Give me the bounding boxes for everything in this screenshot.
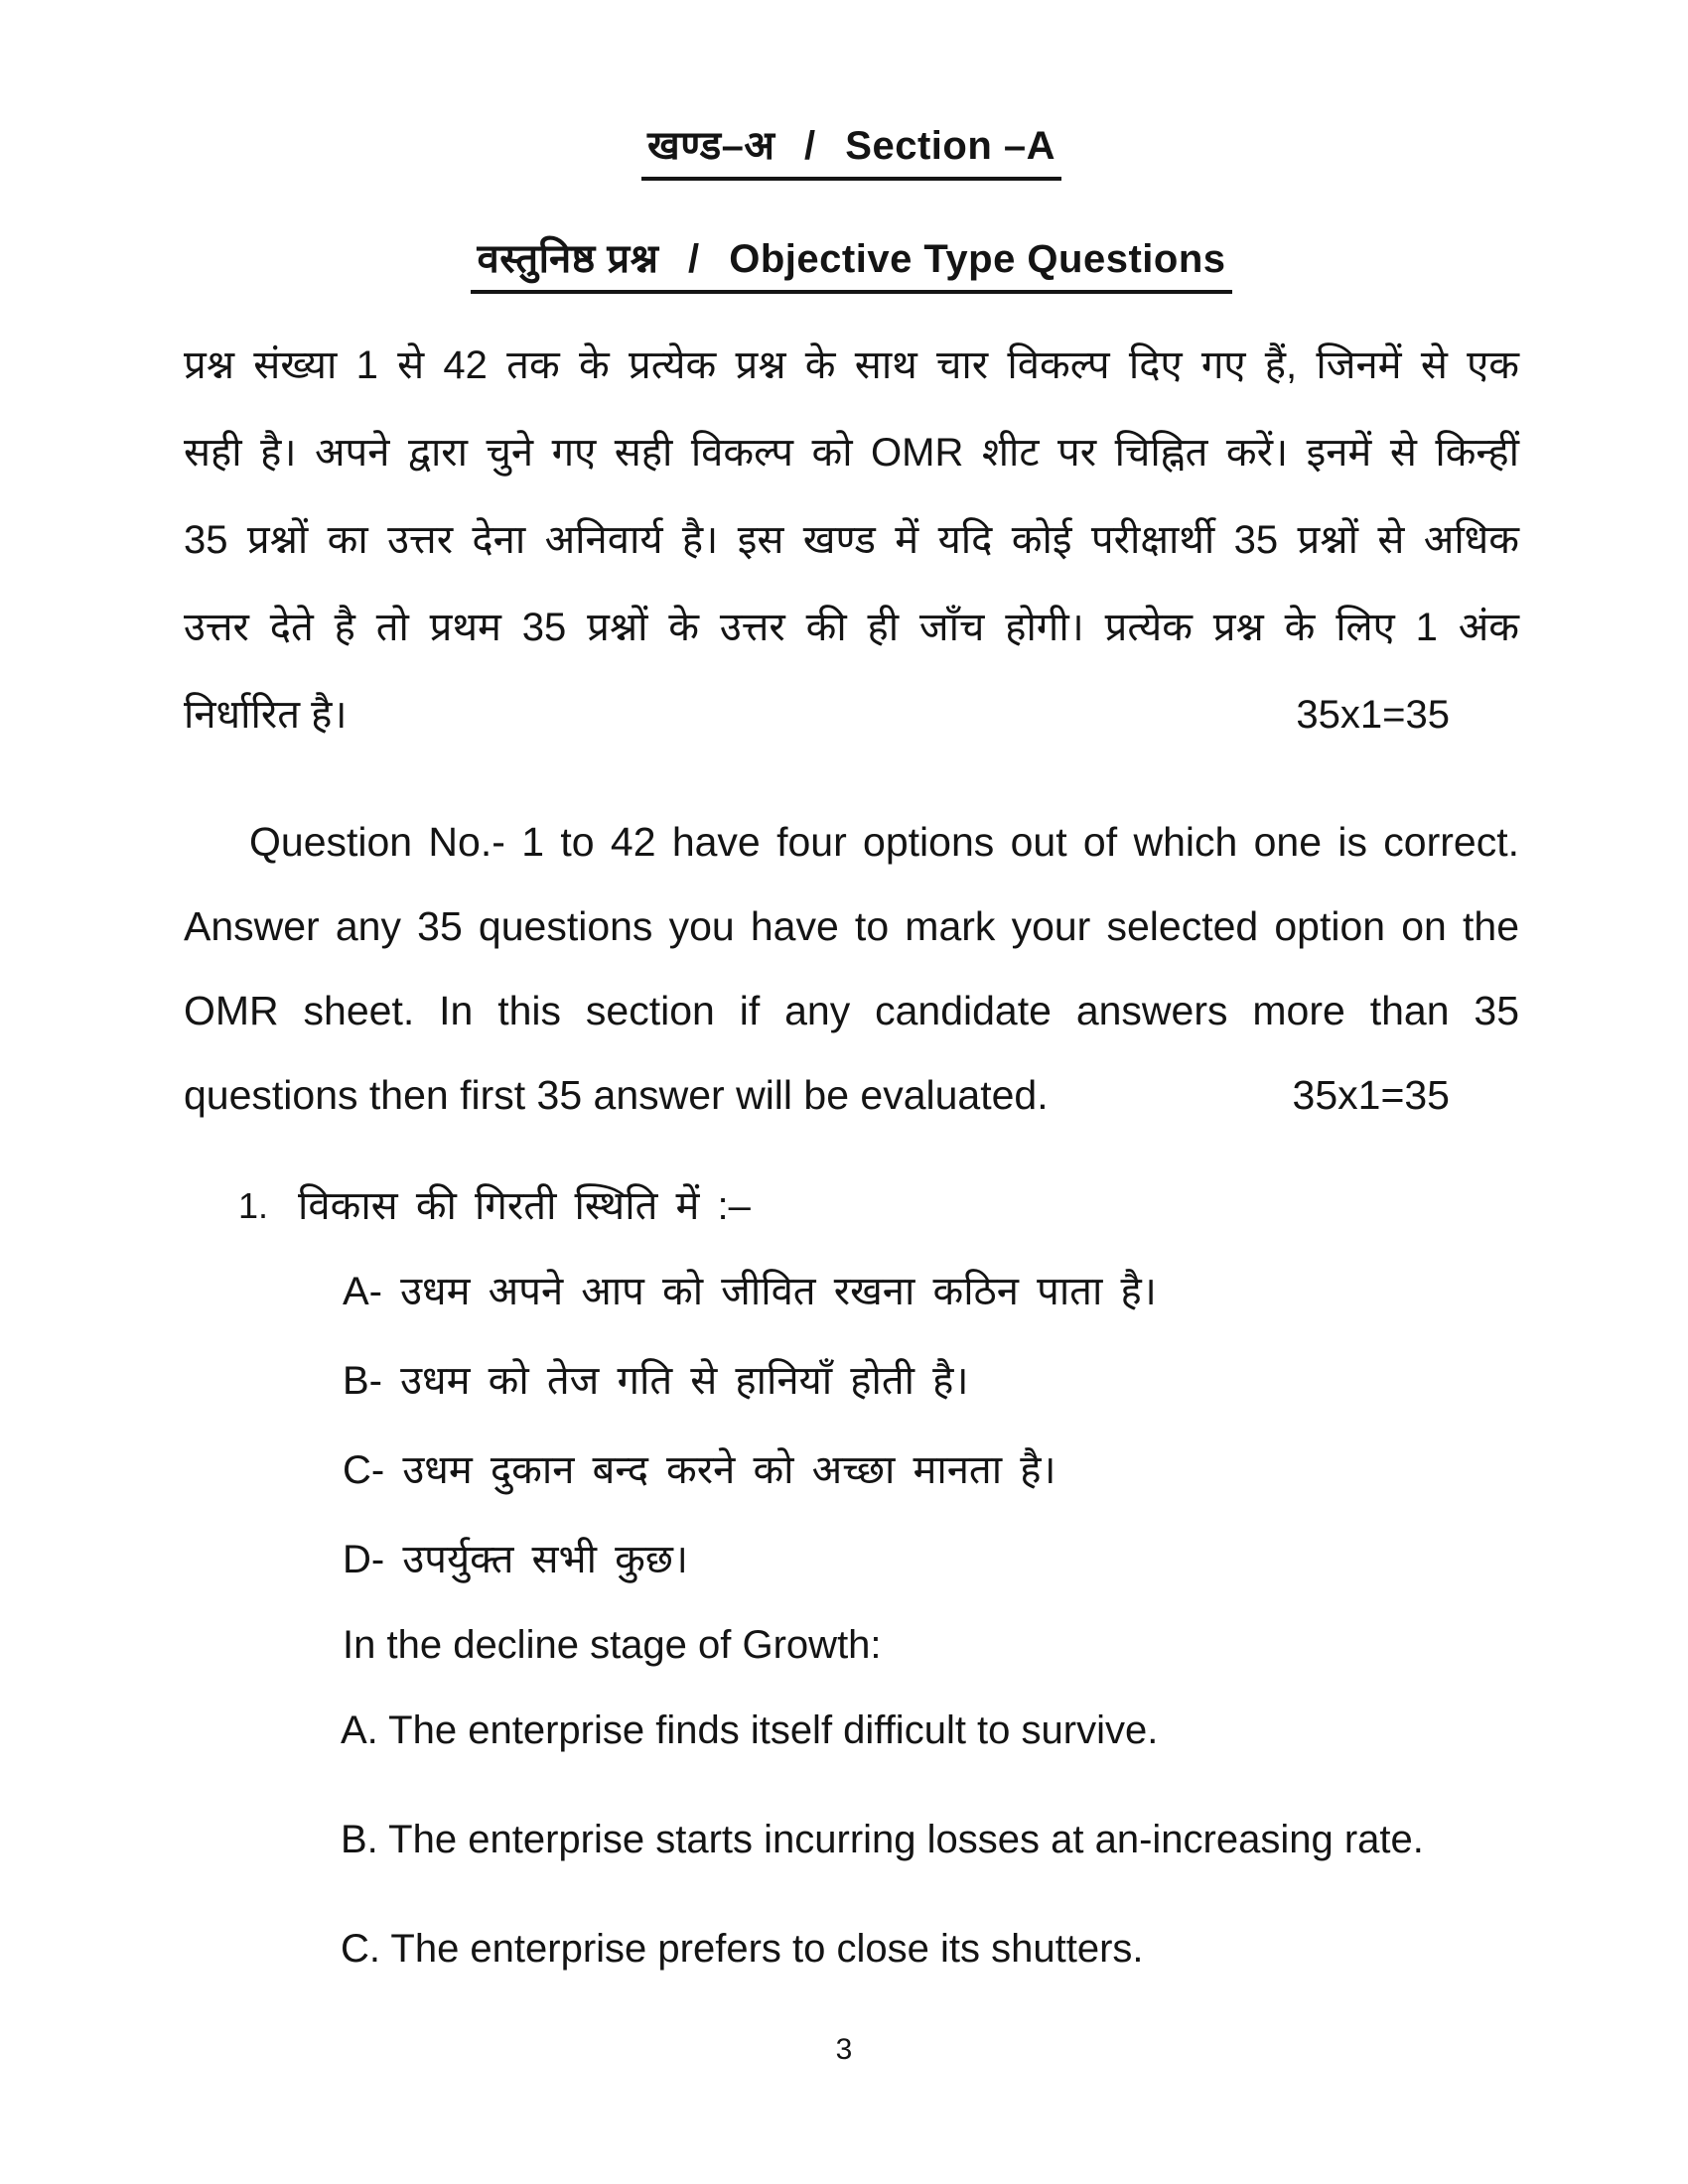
english-instructions-paragraph (184, 800, 1519, 1138)
option-hindi-b: B- उधम को तेज गति से हानियाँ होती है। (343, 1359, 969, 1403)
instruction-last-line (184, 671, 1519, 758)
option-english-c: C. The enterprise prefers to close its shutters. (341, 1927, 1144, 1971)
instruction-line: उत्तर देते है तो प्रथम 35 प्रश्नों के उत्तर की ही जाँच होगी। प्रत्येक प्रश्न के लिए 1 अंक (184, 606, 1519, 649)
subsection-title (471, 236, 1231, 294)
option-hindi-c: C- उधम दुकान बन्द करने को अच्छा मानता है। (343, 1448, 1056, 1492)
section-title-hindi: खण्ड–अ (646, 124, 775, 168)
section-title-separator: / (804, 124, 816, 168)
subsection-title-separator: / (687, 237, 700, 281)
instruction-line: Question No.- 1 to 42 have four options out of which one is correct. (249, 819, 1519, 865)
question-text-english: In the decline stage of Growth: (343, 1623, 882, 1667)
question-1-hindi-options (343, 1269, 1519, 1582)
marks-value: 35x1=35 (1292, 1072, 1450, 1118)
question-1-english-options (341, 1707, 1519, 1972)
question-1 (184, 1183, 1519, 1972)
instruction-line: Answer any 35 questions you have to mark your selected option on the (184, 903, 1519, 949)
page-number: 3 (835, 2033, 853, 2066)
instruction-line-text: निर्धारित है। (184, 693, 348, 737)
subsection-title-hindi: वस्तुनिष्ठ प्रश्न (477, 237, 659, 281)
section-header (184, 0, 1519, 181)
instruction-line: 35 प्रश्नों का उत्तर देना अनिवार्य है। इस खण्ड में यदि कोई परीक्षार्थी 35 प्रश्नों से अधिक (184, 518, 1519, 562)
section-title (641, 123, 1061, 181)
subsection-title-english: Objective Type Questions (729, 237, 1226, 281)
subsection-header (184, 236, 1519, 294)
option-hindi-d: D- उपर्युक्त सभी कुछ। (343, 1538, 689, 1581)
section-title-english: Section –A (845, 124, 1056, 168)
instruction-line: सही है। अपने द्वारा चुने गए सही विकल्प को OMR शीट पर चिह्नित करें। इनमें से किन्हीं (184, 431, 1519, 475)
question-number: 1. (238, 1185, 269, 1226)
option-english-a: A. The enterprise finds itself difficult to survive. (341, 1708, 1159, 1752)
instruction-line: प्रश्न संख्या 1 से 42 तक के प्रत्येक प्रश्न के साथ चार विकल्प दिए गए हैं, जिनमें से एक (184, 343, 1519, 387)
hindi-instructions-paragraph (184, 322, 1519, 758)
question-text-hindi: विकास की गिरती स्थिति में :– (298, 1184, 751, 1228)
option-hindi-a: A- उधम अपने आप को जीवित रखना कठिन पाता है। (343, 1270, 1157, 1313)
instruction-line: OMR sheet. In this section if any candidate answers more than 35 (184, 988, 1519, 1033)
instruction-line-text: questions then first 35 answer will be evaluated. (184, 1072, 1049, 1118)
instruction-last-line (184, 1053, 1519, 1138)
option-english-b: B. The enterprise starts incurring losses at an-increasing rate. (341, 1818, 1424, 1861)
marks-value: 35x1=35 (1296, 693, 1450, 737)
question-1-hindi-row (184, 1183, 1519, 1229)
